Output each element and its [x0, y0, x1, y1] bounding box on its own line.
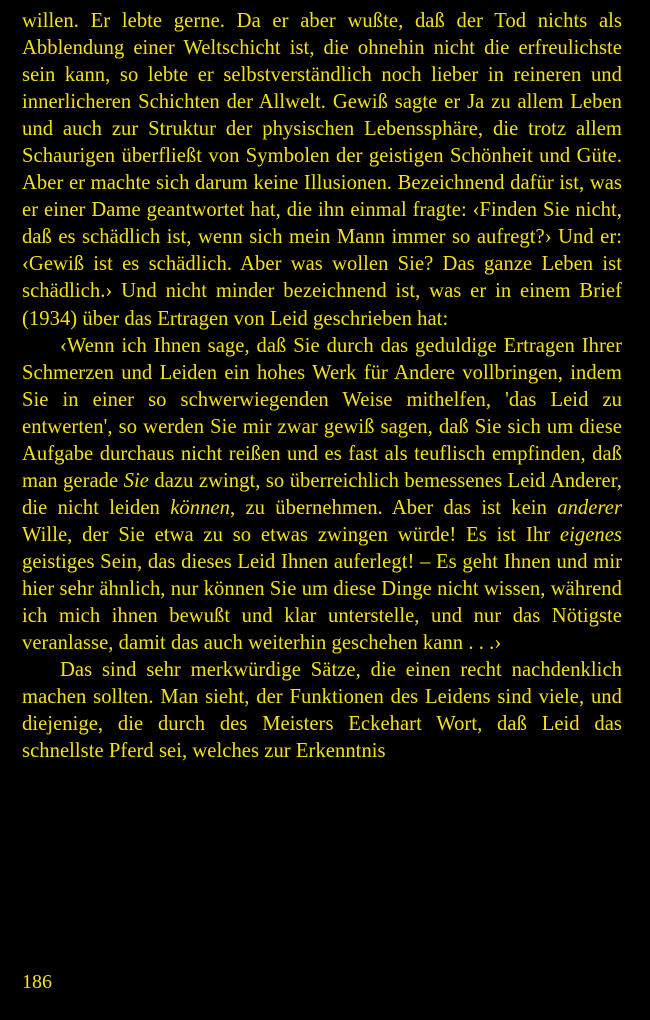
quote-emphasis-eigenes: eigenes: [559, 523, 622, 546]
quote-emphasis-anderer: anderer: [557, 496, 623, 519]
quote-text-3: , zu übernehmen. Aber das ist kein: [229, 496, 558, 519]
paragraph-1-text: willen. Er lebte gerne. Da er aber wußte, daß der Tod nichts als Abblendung einer Weltschicht ist, die ohnehin nicht die erfreulichste sein kann, so lebte er selbstverständlich noch lieber in reineren und innerlicheren Schichten der Allwelt. Gewiß sagte er Ja zu allem Leben und auch zur Struktur der physischen Lebenssphäre, die trotz allem Schaurigen überfließt von Symbolen der geistigen Schönheit und Güte. Aber er machte sich darum keine Illusionen. Bezeichnend dafür ist, was er einer Dame geantwortet hat, die ihn einmal fragte: ‹Finden Sie nicht, daß es schädlich ist, wenn sich mein Mann immer so aufregt?› Und er: ‹Gewiß ist es schädlich. Aber was wollen Sie? Das ganze Leben ist schädlich.› Und nicht minder bezeichnend ist, was er in einem Brief (1934) über das Ertragen von Leid geschrieben hat:: [22, 10, 622, 330]
quote-emphasis-koennen: können: [170, 496, 230, 519]
body-text: [22, 8, 622, 765]
paragraph-1: [22, 8, 622, 333]
quote-text-5: geistiges Sein, das dieses Leid Ihnen auferlegt! – Es geht Ihnen und mir hier sehr ähnlich, nur können Sie um diese Dinge nicht wissen, während ich mich ihnen bewußt und klar unterstelle, und nur das Nötigste veranlasse, damit das auch weiterhin geschehen kann . . .›: [22, 550, 622, 655]
page-number: 186: [22, 971, 52, 993]
quote-text-2: dazu zwingt, so überreichlich bemessenes Leid Anderer, die nicht leiden: [22, 469, 622, 519]
quote-emphasis-sie: Sie: [123, 469, 149, 492]
paragraph-3-text: Das sind sehr merkwürdige Sätze, die einen recht nachdenklich machen sollten. Man sieht, der Funktionen des Leidens sind viele, und diejenige, die durch des Meisters Eckehart Wort, daß Leid das schnellste Pferd sei, welches zur Erkenntnis: [22, 659, 622, 763]
quote-text-4: Wille, der Sie etwa zu so etwas zwingen würde! Es ist Ihr: [22, 523, 560, 546]
quote-text-1: ‹Wenn ich Ihnen sage, daß Sie durch das geduldige Ertragen Ihrer Schmerzen und Leiden ein hohes Werk für Andere vollbringen, indem Sie in einer so schwerwiegenden Weise mithelfen, 'das Leid zu entwerten', so werden Sie mir zwar gewiß sagen, daß Sie sich um diese Aufgabe durchaus nicht reißen und es fast als teuflisch empfinden, daß man gerade: [22, 334, 622, 492]
paragraph-3: [22, 657, 622, 765]
paragraph-2-letter-quote: [22, 333, 622, 658]
